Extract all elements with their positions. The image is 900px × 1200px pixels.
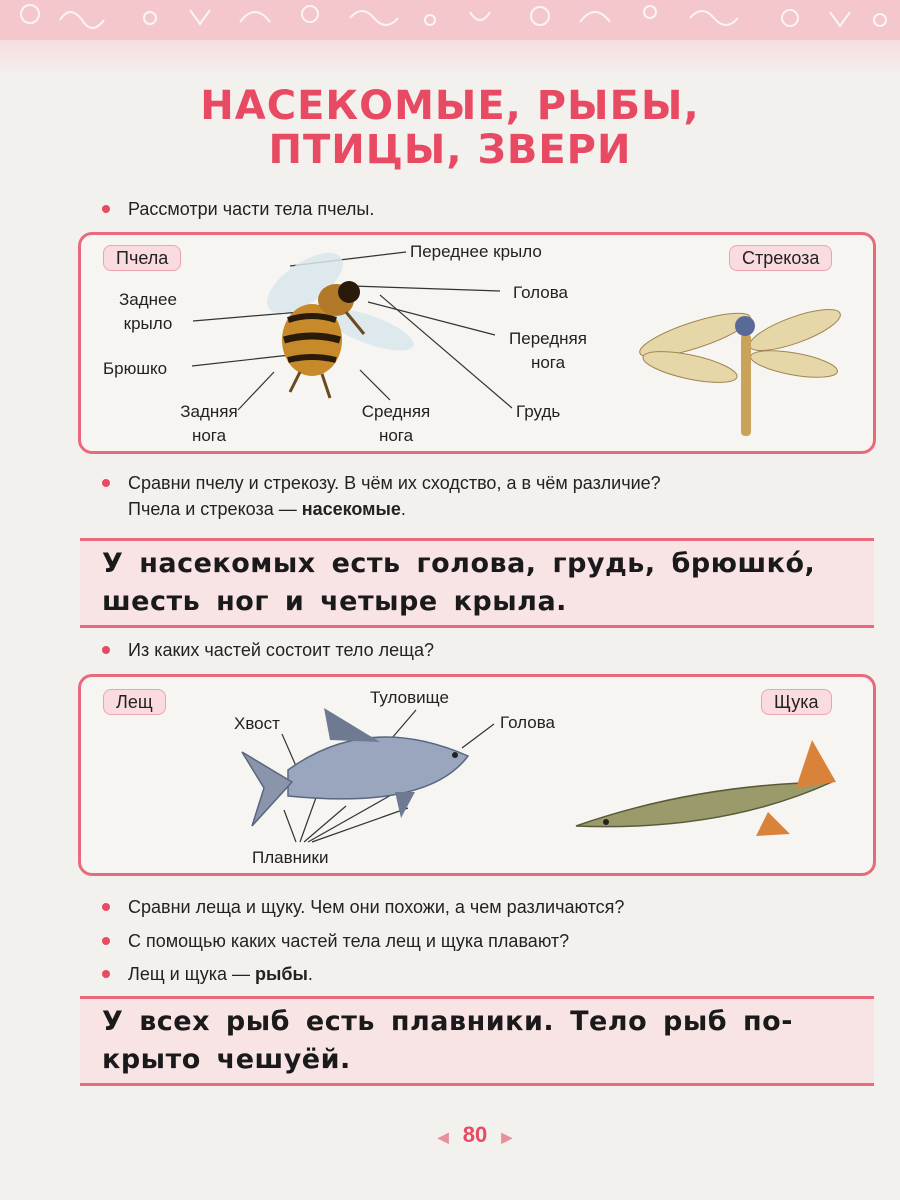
label-front-wing: Переднее крыло — [410, 242, 542, 261]
insects-rule-line-2: шесть ног и четыре крыла. — [102, 586, 567, 617]
tag-pike: Щука — [761, 689, 832, 715]
page-number — [420, 1122, 530, 1148]
title-line-1: НАСЕКОМЫЕ, РЫБЫ, — [200, 83, 700, 129]
tag-dragonfly: Стрекоза — [729, 245, 832, 271]
insects-rule-line-1: У насекомых есть голова, грудь, брюшко́, — [102, 548, 816, 579]
bullet-bee-intro: Рассмотри части тела пчелы. — [128, 196, 374, 222]
label-hind-leg-line-1: Задняя — [180, 402, 238, 421]
next-page-arrow-icon: ▶ — [501, 1129, 513, 1145]
label-fish-head: Голова — [500, 713, 556, 732]
compare-insects-period: . — [400, 499, 406, 519]
fish-conclusion-period: . — [307, 964, 313, 984]
fish-rule-box — [80, 996, 874, 1086]
label-hind-wing-line-1: Заднее — [119, 290, 177, 309]
compare-insects-text: Пчела и стрекоза — — [128, 499, 302, 519]
pike-drawing — [576, 740, 836, 836]
term-insects: насекомые — [301, 499, 401, 519]
compare-insects-line-1: Сравни пчелу и стрекозу. В чём их сходство, а в чём различие? — [128, 473, 661, 493]
bullet-swim: С помощью каких частей тела лещ и щука плавают? — [128, 928, 569, 954]
bullet-compare-fish: Сравни леща и щуку. Чем они похожи, а чем различаются? — [128, 894, 624, 920]
label-front-leg-line-1: Передняя — [509, 329, 587, 348]
label-tail: Хвост — [234, 714, 280, 733]
page-number-value: 80 — [462, 1122, 488, 1147]
label-abdomen: Брюшко — [103, 359, 168, 378]
label-hind-wing-line-2: крыло — [123, 314, 173, 333]
label-thorax: Грудь — [516, 402, 561, 421]
fish-rule-line-2: крыто чешуёй. — [102, 1044, 351, 1075]
tag-bee: Пчела — [103, 245, 181, 271]
label-middle-leg-line-1: Средняя — [361, 402, 431, 421]
label-middle-leg-line-2: нога — [378, 426, 414, 445]
label-front-leg-line-2: нога — [530, 353, 566, 372]
bullet-bream-intro: Из каких частей состоит тело леща? — [128, 637, 434, 663]
bullet-fish-conclusion — [128, 961, 313, 987]
label-body: Туловище — [370, 688, 449, 707]
term-fish: рыбы — [254, 964, 308, 984]
title-line-2: ПТИЦЫ, ЗВЕРИ — [268, 127, 632, 173]
fish-rule-line-1: У всех рыб есть плавники. Тело рыб по- — [102, 1006, 793, 1037]
prev-page-arrow-icon: ◀ — [437, 1129, 449, 1145]
tag-bream: Лещ — [103, 689, 166, 715]
label-fins: Плавники — [252, 848, 329, 867]
label-head: Голова — [513, 283, 569, 302]
fish-conclusion-text: Лещ и щука — — [128, 964, 255, 984]
label-hind-leg-line-2: нога — [191, 426, 227, 445]
